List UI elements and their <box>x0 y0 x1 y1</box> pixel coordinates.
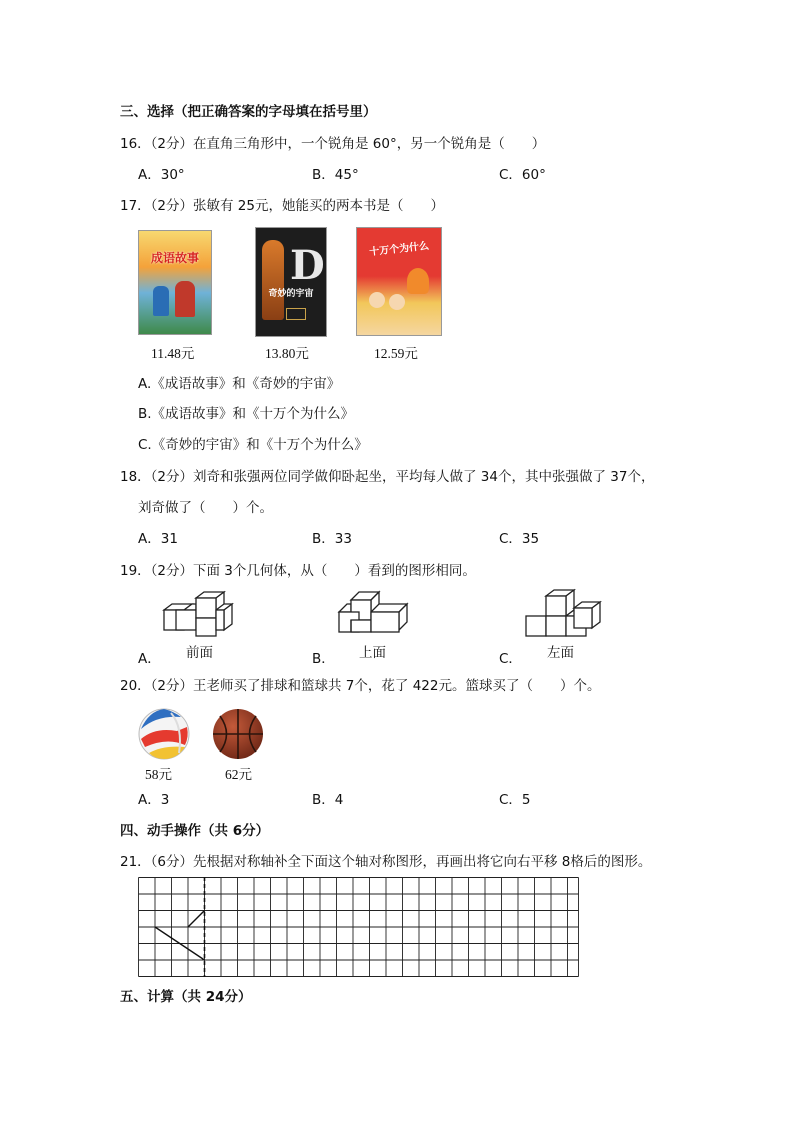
half-figure <box>155 911 205 961</box>
q19-option-c[interactable]: C． <box>499 651 522 667</box>
book-price: 13.80元 <box>265 346 309 361</box>
q17-option-c[interactable]: C.《奇妙的宇宙》和《十万个为什么》 <box>138 437 368 453</box>
basketball-image <box>211 707 265 761</box>
q17-option-b[interactable]: B.《成语故事》和《十万个为什么》 <box>138 406 355 422</box>
view-label-front: 前面 <box>186 645 213 660</box>
view-label-left: 左面 <box>547 645 574 660</box>
q20-option-c[interactable]: C．5 <box>499 792 531 808</box>
cube-solid-b <box>339 592 411 638</box>
q16-stem: 16．（2分）在直角三角形中，一个锐角是 60°，另一个锐角是（ ） <box>120 136 546 152</box>
cube-solid-a <box>164 592 236 638</box>
q18-option-b[interactable]: B．33 <box>312 531 352 547</box>
q16-option-b[interactable]: B．45° <box>312 167 359 183</box>
q19-option-b[interactable]: B． <box>312 651 335 667</box>
q21-stem: 21．（6分）先根据对称轴补全下面这个轴对称图形，再画出将它向右平移 8格后的图形。 <box>120 854 652 870</box>
book-title: 成语故事 <box>150 251 199 265</box>
volleyball-price: 58元 <box>145 767 172 782</box>
book-price: 11.48元 <box>151 346 195 361</box>
section4-title: 四、动手操作（共 6分） <box>120 823 270 839</box>
q20-option-a[interactable]: A．3 <box>138 792 170 808</box>
q20-stem: 20．（2分）王老师买了排球和篮球共 7个，花了 422元。篮球买了（ ）个。 <box>120 678 601 694</box>
q18-stem: 18．（2分）刘奇和张强两位同学做仰卧起坐，平均每人做了 34个，其中张强做了 37个， <box>120 469 655 485</box>
view-label-top: 上面 <box>359 645 386 660</box>
q19-option-a[interactable]: A． <box>138 651 161 667</box>
q18-option-c[interactable]: C．35 <box>499 531 540 547</box>
q16-option-c[interactable]: C．60° <box>499 167 546 183</box>
book-cover-idiom-stories <box>138 230 212 335</box>
grid-drawing-area[interactable] <box>138 877 580 979</box>
book-title: 奇妙的宇宙 <box>268 289 314 299</box>
book-cover-hundred-thousand-whys <box>356 227 442 336</box>
q19-stem: 19．（2分）下面 3个几何体，从（ ）看到的图形相同。 <box>120 563 476 579</box>
book-cover-wonderful-universe: D 奇妙的宇宙 <box>255 227 327 337</box>
q20-option-b[interactable]: B．4 <box>312 792 344 808</box>
q17-option-a[interactable]: A.《成语故事》和《奇妙的宇宙》 <box>138 376 341 392</box>
volleyball-image <box>137 707 191 761</box>
book-price: 12.59元 <box>374 346 418 361</box>
q17-stem: 17．（2分）张敏有 25元，她能买的两本书是（ ） <box>120 198 444 214</box>
q16-option-a[interactable]: A．30° <box>138 167 185 183</box>
q18-stem-line2: 刘奇做了（ ）个。 <box>138 500 273 516</box>
section3-title: 三、选择（把正确答案的字母填在括号里） <box>120 104 377 120</box>
q18-option-a[interactable]: A．31 <box>138 531 178 547</box>
basketball-price: 62元 <box>225 767 252 782</box>
section5-title: 五、计算（共 24分） <box>120 989 252 1005</box>
book-title: 十万个为什么 <box>368 240 430 259</box>
cube-solid-c <box>526 590 602 638</box>
